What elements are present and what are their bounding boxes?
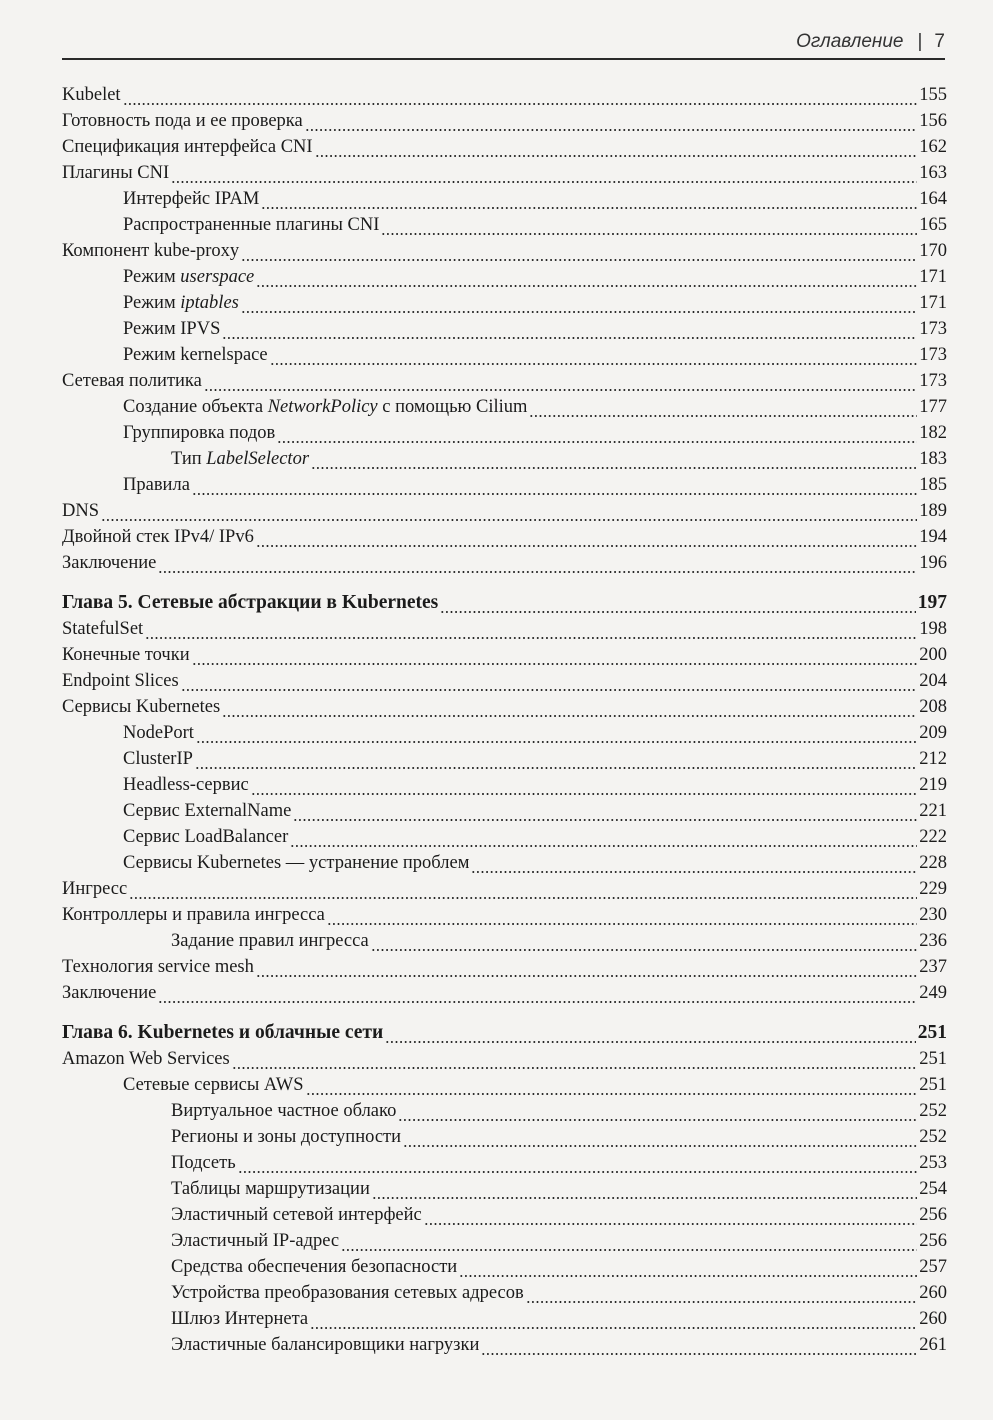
- toc-entry[interactable]: [62, 1228, 947, 1254]
- dot-leader: [459, 1260, 917, 1280]
- toc-entry-page: 163: [919, 163, 947, 183]
- toc-entry-title: [62, 590, 438, 616]
- toc-entry-title-part: Kubelet: [62, 85, 121, 105]
- header-separator: |: [917, 31, 923, 52]
- dot-leader: [101, 504, 917, 524]
- toc-chapter-entry[interactable]: [62, 590, 947, 616]
- toc-entry-title: [171, 1202, 422, 1228]
- toc-entry-page: 257: [919, 1257, 947, 1277]
- dot-leader: [481, 1338, 917, 1358]
- toc-entry-title: [123, 798, 291, 824]
- dot-leader: [241, 296, 917, 316]
- dot-leader: [385, 1026, 916, 1046]
- toc-entry-title: [62, 902, 325, 928]
- dot-leader: [195, 752, 917, 772]
- dot-leader: [341, 1234, 917, 1254]
- toc-entry-title: [171, 928, 369, 954]
- dot-leader: [381, 218, 917, 238]
- toc-entry-title: [123, 212, 379, 238]
- toc-entry-page: 237: [919, 957, 947, 977]
- dot-leader: [204, 374, 917, 394]
- dot-leader: [372, 1182, 917, 1202]
- toc-entry-page: 228: [919, 853, 947, 873]
- toc-entry-title: [171, 446, 309, 472]
- toc-entry[interactable]: [62, 472, 947, 498]
- dot-leader: [277, 426, 917, 446]
- dot-leader: [251, 778, 918, 798]
- toc-entry-title: [123, 394, 527, 420]
- toc-entry-title: [171, 1098, 396, 1124]
- toc-entry-page: 261: [919, 1335, 947, 1355]
- toc-entry-title: [62, 524, 254, 550]
- toc-entry-title: [123, 316, 220, 342]
- toc-entry-title-part: Задание правил ингресса: [171, 931, 369, 951]
- toc-entry-title-part: Глава 6. Kubernetes и облачные сети: [62, 1022, 384, 1043]
- toc-entry[interactable]: [62, 1254, 947, 1280]
- toc-entry[interactable]: [62, 368, 947, 394]
- toc-entry-title-part: Правила: [123, 475, 190, 495]
- toc-entry[interactable]: [62, 798, 947, 824]
- toc-entry[interactable]: [62, 850, 947, 876]
- toc-entry-page: 155: [919, 85, 947, 105]
- toc-entry[interactable]: [62, 642, 947, 668]
- toc-entry-page: 212: [919, 749, 947, 769]
- toc-entry-title: [123, 186, 259, 212]
- toc-entry-page: 173: [919, 319, 947, 339]
- toc-entry-page: 171: [919, 267, 947, 287]
- toc-entry-page: 198: [919, 619, 947, 639]
- toc-entry-page: 200: [919, 645, 947, 665]
- dot-leader: [192, 648, 918, 668]
- toc-entry-title-part: Глава 5. Сетевые абстракции в Kubernetes: [62, 592, 439, 613]
- toc-chapter-entry[interactable]: [62, 1020, 947, 1046]
- toc-entry-title-part: Режим IPVS: [123, 319, 221, 339]
- toc-entry-title: [123, 342, 268, 368]
- toc-entry-title-part: Контроллеры и правила ингресса: [62, 905, 325, 925]
- toc-entry[interactable]: [62, 1046, 947, 1072]
- toc-entry-title: [62, 108, 303, 134]
- toc-entry[interactable]: [62, 550, 947, 576]
- toc-entry-title: [171, 1176, 370, 1202]
- toc-entry-page: 252: [919, 1101, 947, 1121]
- toc-entry-page: 194: [919, 527, 947, 547]
- toc-entry-page: 177: [919, 397, 947, 417]
- toc-entry[interactable]: [62, 342, 947, 368]
- dot-leader: [181, 674, 918, 694]
- toc-entry-title-part: Endpoint Slices: [62, 671, 179, 691]
- toc-entry-title-italic: NetworkPolicy: [267, 397, 378, 417]
- toc-entry[interactable]: [62, 446, 947, 472]
- toc-entry-title-part: Распространенные плагины CNI: [123, 215, 380, 235]
- toc-entry-title-part: Заключение: [62, 983, 157, 1003]
- toc-entry[interactable]: [62, 1332, 947, 1358]
- toc-entry-title-part: StatefulSet: [62, 619, 144, 639]
- toc-entry-title-part: Эластичные балансировщики нагрузки: [171, 1335, 480, 1355]
- toc-entry-title: [62, 134, 313, 160]
- toc-entry-page: 165: [919, 215, 947, 235]
- toc-entry-page: 229: [919, 879, 947, 899]
- toc-entry-page: 156: [919, 111, 947, 131]
- toc-entry-title: [62, 368, 202, 394]
- toc-entry-title-part: Виртуальное частное облако: [171, 1101, 397, 1121]
- toc-entry-title-part: Плагины CNI: [62, 163, 170, 183]
- toc-entry-title-part: Режим kernelspace: [123, 345, 268, 365]
- toc-entry-page: 256: [919, 1231, 947, 1251]
- toc-entry[interactable]: [62, 134, 947, 160]
- toc-entry-title-part: Двойной стек IPv4/ IPv6: [62, 527, 254, 547]
- toc-entry-title: [171, 1332, 479, 1358]
- toc-entry-title-part: Компонент kube-proxy: [62, 241, 240, 261]
- toc-entry-page: 164: [919, 189, 947, 209]
- toc-entry-page: 182: [919, 423, 947, 443]
- toc-entry[interactable]: [62, 616, 947, 642]
- toc-entry-title: [62, 550, 156, 576]
- toc-entry[interactable]: [62, 108, 947, 134]
- toc-entry-page: 254: [919, 1179, 947, 1199]
- toc-entry-title: [62, 642, 190, 668]
- toc-entry-page: 162: [919, 137, 947, 157]
- toc-entry-title: [123, 824, 288, 850]
- toc-entry-title-part: Таблицы маршрутизации: [171, 1179, 370, 1199]
- toc-entry-title-part: Тип: [171, 449, 207, 469]
- toc-entry-page: 251: [919, 1075, 947, 1095]
- toc-entry-title: [62, 498, 99, 524]
- toc-entry-page: 173: [919, 345, 947, 365]
- toc-entry[interactable]: [62, 1098, 947, 1124]
- toc-entry-title-italic: LabelSelector: [206, 449, 310, 469]
- toc-entry-page: 185: [919, 475, 947, 495]
- toc-entry-title-part: Сервисы Kubernetes: [62, 697, 221, 717]
- toc-entry[interactable]: [62, 772, 947, 798]
- toc-entry[interactable]: [62, 1202, 947, 1228]
- dot-leader: [256, 960, 917, 980]
- dot-leader: [171, 166, 917, 186]
- toc-entry-title-part: DNS: [62, 501, 100, 521]
- dot-leader: [256, 270, 917, 290]
- toc-entry[interactable]: [62, 954, 947, 980]
- toc-entry-title-part: Технология service mesh: [62, 957, 254, 977]
- toc-entry-title: [171, 1280, 524, 1306]
- toc-entry-title-part: Режим: [123, 293, 181, 313]
- toc-entry-title: [62, 160, 169, 186]
- toc-entry[interactable]: [62, 82, 947, 108]
- toc-entry-title-part: Эластичный сетевой интерфейс: [171, 1205, 422, 1225]
- dot-leader: [403, 1130, 917, 1150]
- page-header: [62, 28, 945, 60]
- toc-entry-title-italic: userspace: [180, 267, 255, 287]
- toc-entry[interactable]: [62, 212, 947, 238]
- toc-entry-title: [123, 1072, 304, 1098]
- toc-entry-title-part: Регионы и зоны доступности: [171, 1127, 402, 1147]
- toc-entry-title: [123, 720, 194, 746]
- toc-entry-title: [62, 238, 239, 264]
- toc-entry-title-part: с помощью Cilium: [377, 397, 528, 417]
- dot-leader: [222, 700, 917, 720]
- toc-entry-page: 222: [919, 827, 947, 847]
- toc-entry[interactable]: [62, 720, 947, 746]
- toc-entry[interactable]: [62, 1306, 947, 1332]
- toc-entry-page: 189: [919, 501, 947, 521]
- toc-entry-title-part: Сервис ExternalName: [123, 801, 292, 821]
- dot-leader: [129, 882, 917, 902]
- toc-entry-title-part: Шлюз Интернета: [171, 1309, 309, 1329]
- dot-leader: [290, 830, 917, 850]
- toc-entry-title-italic: iptables: [180, 293, 239, 313]
- dot-leader: [424, 1208, 917, 1228]
- toc-entry-title-part: Amazon Web Services: [62, 1049, 230, 1069]
- toc-entry[interactable]: [62, 668, 947, 694]
- toc-entry-page: 204: [919, 671, 947, 691]
- dot-leader: [327, 908, 917, 928]
- toc-entry-title: [171, 1150, 236, 1176]
- toc-entry[interactable]: [62, 238, 947, 264]
- dot-leader: [440, 596, 916, 616]
- toc-entry-title-part: Устройства преобразования сетевых адресов: [171, 1283, 524, 1303]
- toc-entry-page: 208: [919, 697, 947, 717]
- toc-entry-page: 260: [919, 1283, 947, 1303]
- toc-entry-title-part: Средства обеспечения безопасности: [171, 1257, 458, 1277]
- dot-leader: [192, 478, 917, 498]
- toc-entry-title-part: Готовность пода и ее проверка: [62, 111, 303, 131]
- toc-entry-page: 171: [919, 293, 947, 313]
- toc-entry[interactable]: [62, 928, 947, 954]
- toc-entry-title-part: NodePort: [123, 723, 194, 743]
- toc-entry-title: [171, 1228, 339, 1254]
- toc-entry[interactable]: [62, 1176, 947, 1202]
- toc-entry[interactable]: [62, 524, 947, 550]
- toc-entry-title-part: Сетевая политика: [62, 371, 202, 391]
- dot-leader: [158, 986, 917, 1006]
- toc-entry-title-part: Ингресс: [62, 879, 128, 899]
- toc-entry[interactable]: [62, 876, 947, 902]
- toc-entry[interactable]: [62, 1280, 947, 1306]
- toc-entry-title-part: Спецификация интерфейса CNI: [62, 137, 313, 157]
- toc-entry-title: [171, 1306, 308, 1332]
- toc-entry-title-part: Интерфейс IPAM: [123, 189, 260, 209]
- toc-entry-title-part: Режим: [123, 267, 181, 287]
- dot-leader: [315, 140, 918, 160]
- dot-leader: [529, 400, 917, 420]
- dot-leader: [371, 934, 917, 954]
- toc-entry-title: [123, 420, 275, 446]
- toc-entry-page: 209: [919, 723, 947, 743]
- toc-entry[interactable]: [62, 264, 947, 290]
- toc-entry-title: [62, 616, 143, 642]
- toc-entry[interactable]: [62, 902, 947, 928]
- toc-entry-title: [62, 1020, 383, 1046]
- toc-entry-title: [62, 668, 179, 694]
- toc-entry-title: [123, 850, 469, 876]
- toc-entry[interactable]: [62, 824, 947, 850]
- dot-leader: [196, 726, 917, 746]
- toc-entry-page: 251: [919, 1049, 947, 1069]
- toc-entry-page: 219: [919, 775, 947, 795]
- toc-entry-page: 196: [919, 553, 947, 573]
- toc-entry-title-part: Заключение: [62, 553, 157, 573]
- toc-entry-title-part: ClusterIP: [123, 749, 193, 769]
- toc-entry-title-part: Сервисы Kubernetes — устранение проблем: [123, 853, 470, 873]
- dot-leader: [123, 88, 918, 108]
- toc-entry-page: 252: [919, 1127, 947, 1147]
- toc-entry-page: 251: [917, 1022, 947, 1043]
- dot-leader: [526, 1286, 918, 1306]
- section-title: Оглавление: [796, 31, 904, 52]
- toc-entry-page: 256: [919, 1205, 947, 1225]
- toc-entry-page: 170: [919, 241, 947, 261]
- toc-entry-page: 183: [919, 449, 947, 469]
- toc-entry-title-part: Конечные точки: [62, 645, 190, 665]
- toc-entry-title-part: Создание объекта: [123, 397, 268, 417]
- dot-leader: [311, 452, 917, 472]
- toc-entry-page: 253: [919, 1153, 947, 1173]
- toc-entry[interactable]: [62, 498, 947, 524]
- toc-entry[interactable]: [62, 1150, 947, 1176]
- toc-entry-title: [123, 264, 254, 290]
- toc-entry-title: [62, 980, 156, 1006]
- running-head: [796, 31, 945, 53]
- toc-entry-page: 236: [919, 931, 947, 951]
- toc-entry-title: [171, 1124, 401, 1150]
- toc-entry-title: [62, 694, 220, 720]
- toc-entry-title-part: Эластичный IP-адрес: [171, 1231, 340, 1251]
- toc-entry-title: [171, 1254, 457, 1280]
- toc-entry-page: 249: [919, 983, 947, 1003]
- dot-leader: [270, 348, 918, 368]
- dot-leader: [261, 192, 917, 212]
- dot-leader: [310, 1312, 917, 1332]
- toc-entry-title-part: Сетевые сервисы AWS: [123, 1075, 304, 1095]
- toc-entry-title: [123, 472, 190, 498]
- toc-entry-title: [123, 290, 239, 316]
- toc-entry[interactable]: [62, 316, 947, 342]
- toc-entry-title: [62, 82, 121, 108]
- dot-leader: [232, 1052, 918, 1072]
- toc-entry[interactable]: [62, 1072, 947, 1098]
- toc-entry[interactable]: [62, 290, 947, 316]
- dot-leader: [306, 1078, 918, 1098]
- toc-entry-title: [62, 1046, 230, 1072]
- dot-leader: [305, 114, 918, 134]
- table-of-contents: [62, 82, 947, 1358]
- toc-entry-page: 173: [919, 371, 947, 391]
- toc-entry-title: [123, 772, 249, 798]
- toc-entry-title-part: Подсеть: [171, 1153, 236, 1173]
- toc-entry-title-part: Группировка подов: [123, 423, 276, 443]
- toc-entry[interactable]: [62, 420, 947, 446]
- toc-entry-page: 221: [919, 801, 947, 821]
- toc-entry[interactable]: [62, 186, 947, 212]
- dot-leader: [293, 804, 917, 824]
- toc-entry-title: [123, 746, 193, 772]
- toc-entry[interactable]: [62, 694, 947, 720]
- toc-entry[interactable]: [62, 980, 947, 1006]
- toc-entry[interactable]: [62, 160, 947, 186]
- dot-leader: [145, 622, 917, 642]
- page-number: 7: [934, 31, 945, 52]
- toc-entry-title-part: Сервис LoadBalancer: [123, 827, 289, 847]
- toc-entry-page: 230: [919, 905, 947, 925]
- toc-entry[interactable]: [62, 394, 947, 420]
- dot-leader: [222, 322, 917, 342]
- toc-entry-title-part: Headless-сервис: [123, 775, 249, 795]
- toc-entry-page: 260: [919, 1309, 947, 1329]
- toc-entry-page: 197: [917, 592, 947, 613]
- toc-entry-title: [62, 876, 127, 902]
- toc-entry[interactable]: [62, 746, 947, 772]
- dot-leader: [398, 1104, 917, 1124]
- dot-leader: [256, 530, 917, 550]
- toc-entry[interactable]: [62, 1124, 947, 1150]
- dot-leader: [471, 856, 917, 876]
- toc-entry-title: [62, 954, 254, 980]
- dot-leader: [238, 1156, 918, 1176]
- dot-leader: [241, 244, 917, 264]
- dot-leader: [158, 556, 917, 576]
